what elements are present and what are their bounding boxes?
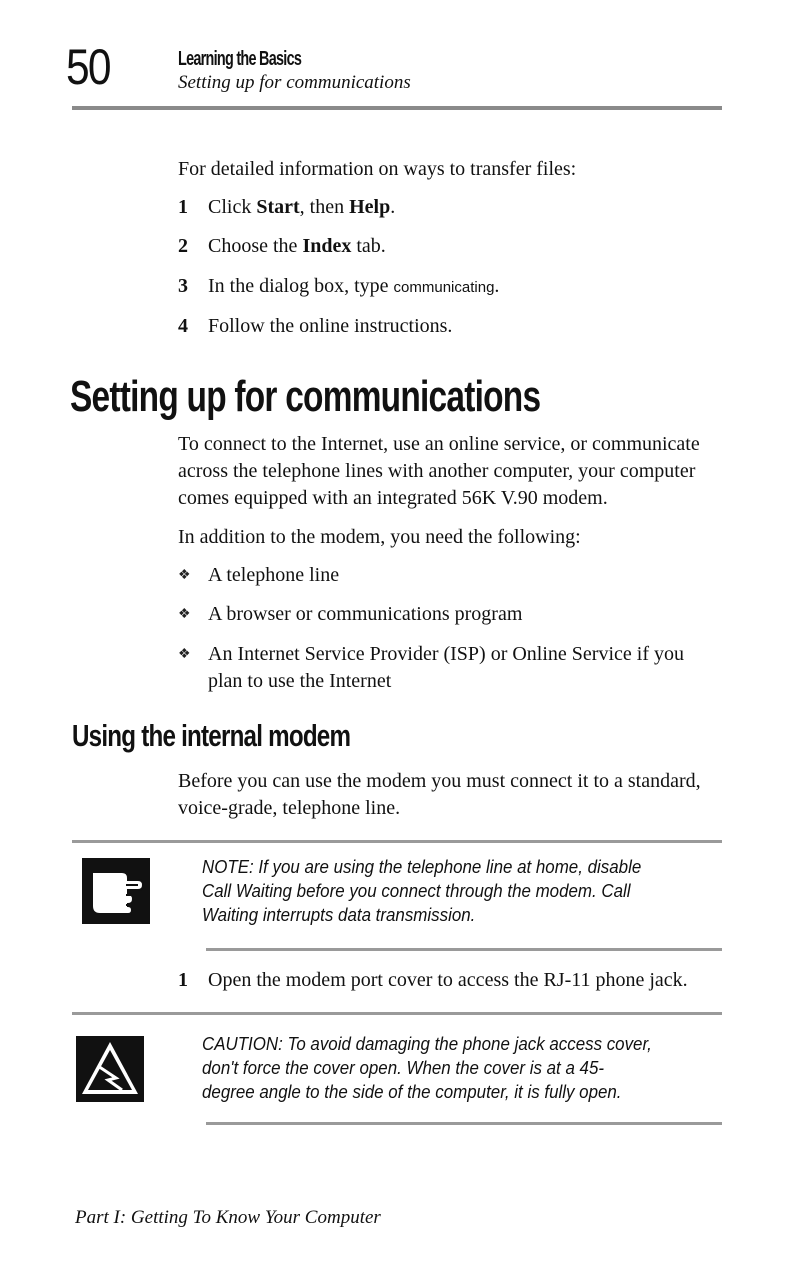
note-top-rule	[72, 840, 722, 843]
page-footer: Part I: Getting To Know Your Computer	[75, 1207, 381, 1228]
step-number: 3	[178, 275, 188, 297]
step-text: Open the modem port cover to access the RJ-11 phone jack.	[208, 969, 688, 991]
step-number: 2	[178, 235, 188, 257]
bullet-item	[178, 601, 718, 628]
step-bold-index: Index	[302, 235, 352, 257]
step-number: 4	[178, 315, 188, 337]
intro-lead: For detailed information on ways to transfer files:	[178, 158, 577, 180]
step-text: Follow the online instructions.	[208, 315, 453, 337]
diamond-bullet-icon: ❖	[178, 568, 191, 583]
modem-step-1	[178, 969, 738, 992]
pointing-hand-icon	[82, 858, 150, 924]
diamond-bullet-icon: ❖	[178, 607, 191, 622]
intro-step-4	[178, 315, 452, 338]
step-text: In the dialog box, type	[208, 275, 394, 297]
step-text: Choose the	[208, 235, 303, 257]
note-bottom-rule	[206, 948, 722, 951]
page-number: 50	[66, 39, 110, 95]
bullet-item	[178, 641, 718, 695]
intro-step-1	[178, 196, 395, 219]
diamond-bullet-icon: ❖	[178, 647, 191, 662]
bullet-text: A telephone line	[208, 564, 340, 586]
section1-paragraph-2: In addition to the modem, you need the following:	[178, 526, 581, 548]
step-text-post: .	[390, 196, 396, 218]
intro-step-3	[178, 275, 499, 298]
section-heading-communications: Setting up for communications	[70, 372, 541, 421]
step-bold-start: Start	[256, 196, 300, 218]
step-text-post: tab.	[351, 235, 386, 257]
intro-step-2	[178, 235, 386, 258]
section1-paragraph-1: To connect to the Internet, use an online service, or communicate across the telephone lines with another computer, your computer comes equipped with an integrated 56K V.90 modem.	[178, 433, 700, 509]
bullet-item	[178, 562, 718, 589]
step-number: 1	[178, 969, 188, 991]
caution-text: CAUTION: To avoid damaging the phone jack access cover, don't force the cover open. When the cover is at a 45-degree angle to the side of the computer, it is fully open.	[202, 1034, 652, 1102]
section-heading-internal-modem: Using the internal modem	[72, 718, 351, 753]
step-bold-help: Help	[349, 196, 391, 218]
running-section-title: Setting up for communications	[178, 72, 411, 93]
warning-triangle-icon	[76, 1036, 144, 1102]
caution-bottom-rule	[206, 1122, 722, 1125]
section2-paragraph-1: Before you can use the modem you must connect it to a standard, voice-grade, telephone line.	[178, 770, 701, 819]
step-text: Click	[208, 196, 257, 218]
caution-top-rule	[72, 1012, 722, 1015]
step-number: 1	[178, 196, 188, 218]
header-rule	[72, 106, 722, 110]
note-text: NOTE: If you are using the telephone line at home, disable Call Waiting before you connect through the modem. Call Waiting interrupts data transmission.	[202, 857, 642, 925]
bullet-text: An Internet Service Provider (ISP) or Online Service if you plan to use the Internet	[208, 643, 684, 692]
step-code-term: communicating	[393, 279, 495, 296]
step-text-mid: , then	[299, 196, 350, 218]
bullet-text: A browser or communications program	[208, 603, 523, 625]
step-text-post: .	[494, 275, 500, 297]
running-chapter-title: Learning the Basics	[178, 48, 302, 70]
